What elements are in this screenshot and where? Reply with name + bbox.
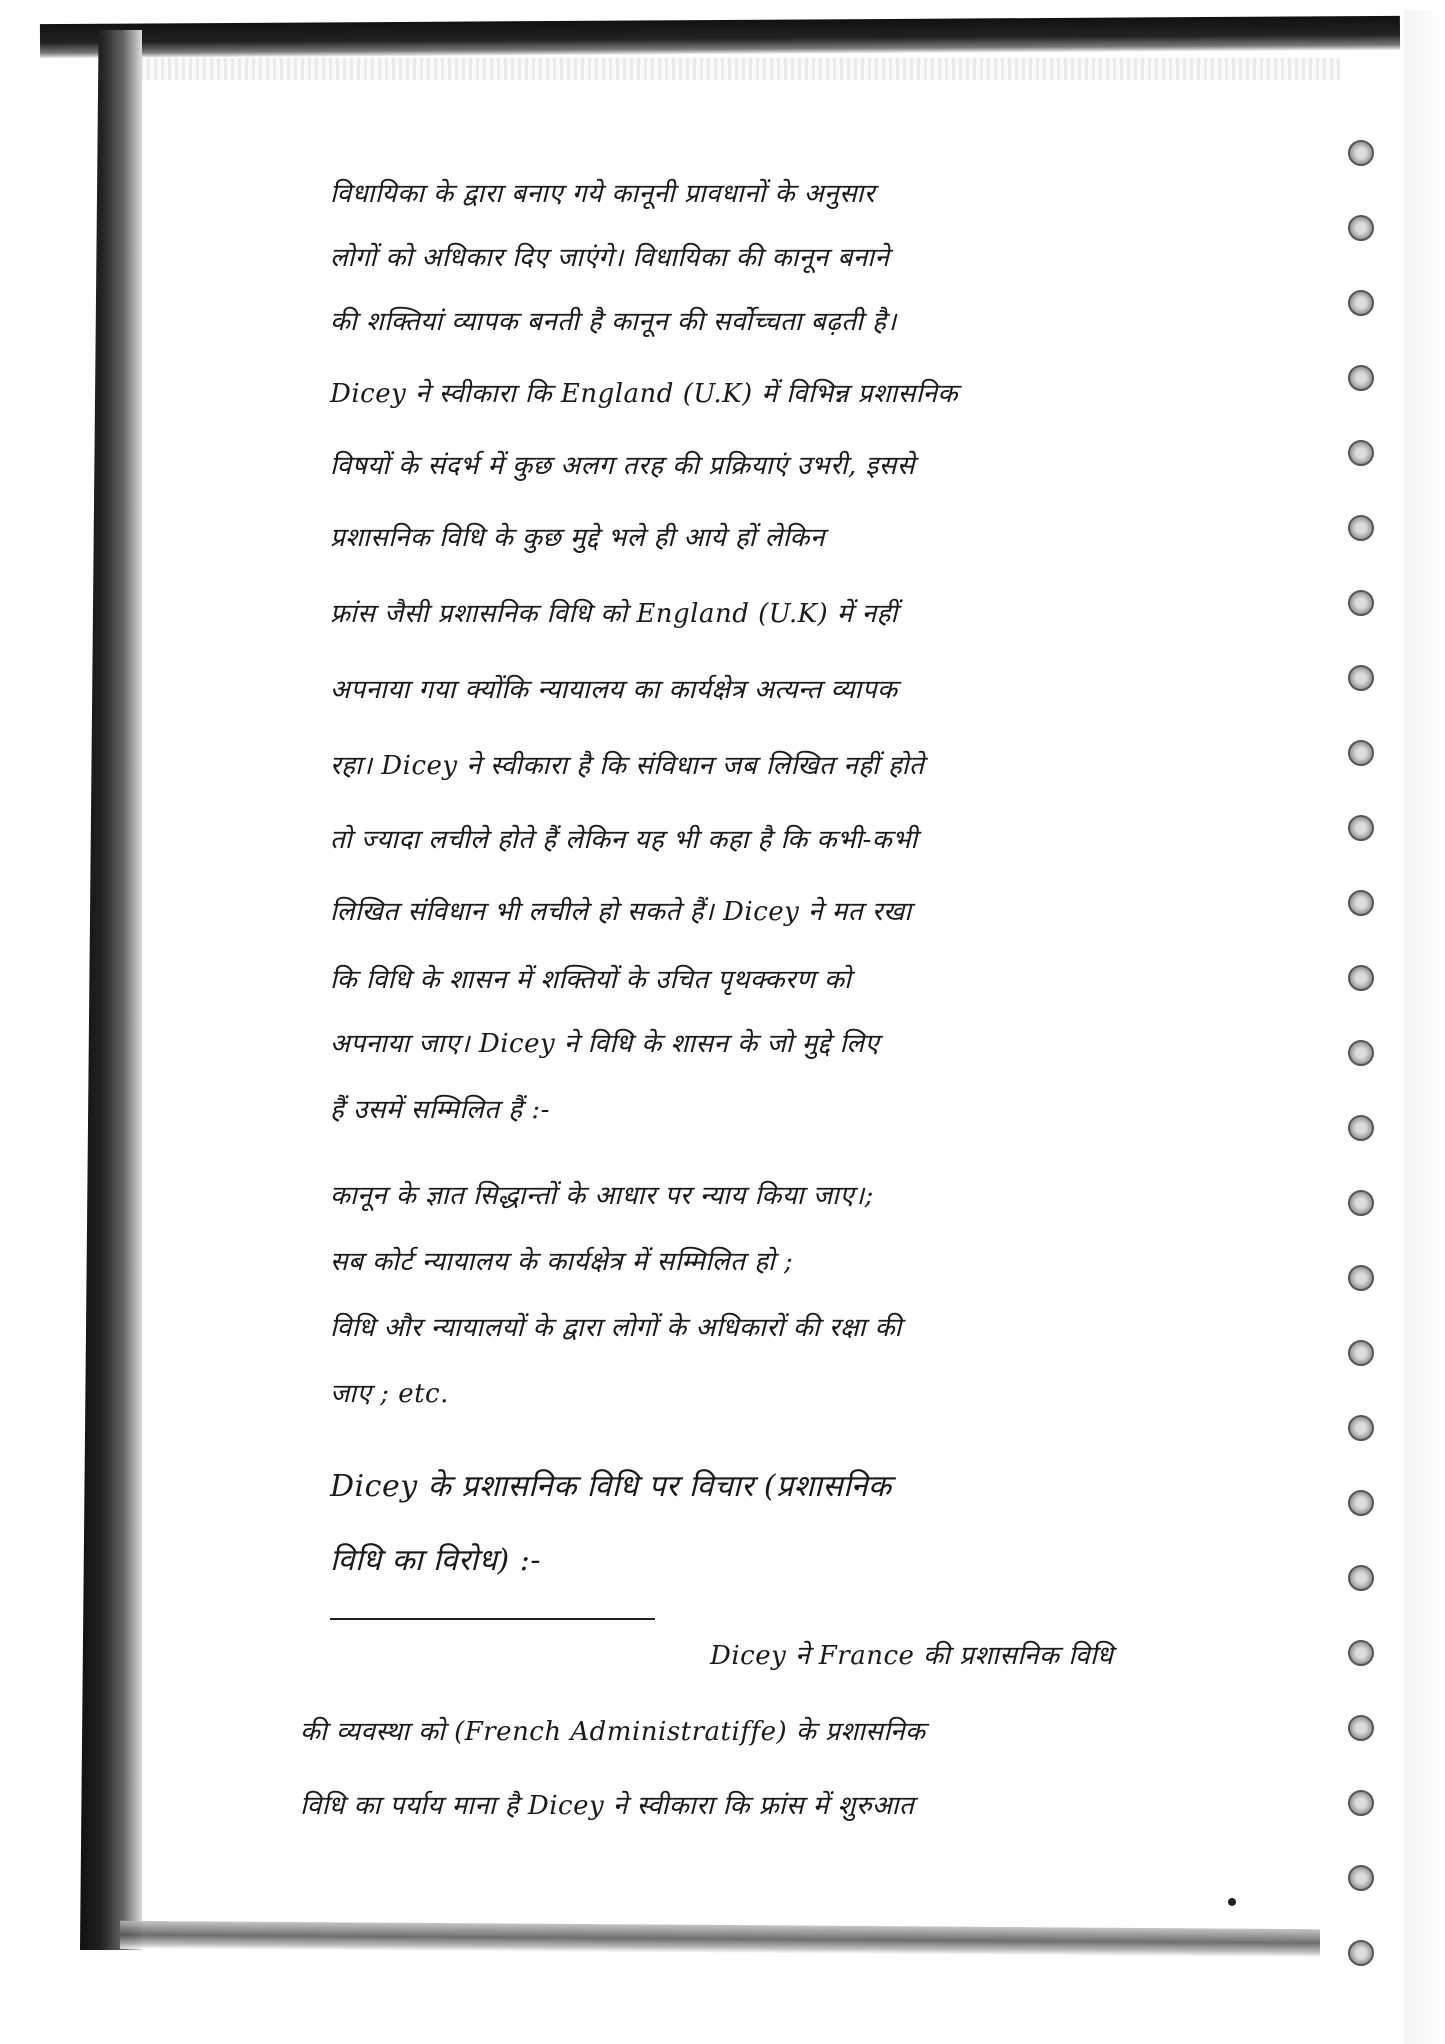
- text-line: विधायिका के द्वारा बनाए गये कानूनी प्रावधानों के अनुसार: [330, 179, 876, 209]
- binder-hole: [1348, 1040, 1374, 1066]
- binder-hole: [1348, 1790, 1374, 1816]
- text-line: कि विधि के शासन में शक्तियों के उचित पृथक्करण को: [330, 965, 852, 995]
- section-heading: Dicey के प्रशासनिक विधि पर विचार (प्रशासनिक: [330, 1469, 892, 1504]
- text-line: विधि का पर्याय माना है Dicey ने स्वीकारा कि फ्रांस में शुरुआत: [300, 1791, 915, 1821]
- binder-hole: [1348, 590, 1374, 616]
- binder-holes: [1348, 120, 1398, 2000]
- text-line: लोगों को अधिकार दिए जाएंगे। विधायिका की कानून बनाने: [330, 243, 890, 273]
- binder-hole: [1348, 440, 1374, 466]
- binder-hole: [1348, 1115, 1374, 1141]
- text-line: प्रशासनिक विधि के कुछ मुद्दे भले ही आये हों लेकिन: [330, 523, 825, 553]
- text-line: की व्यवस्था को (French Administratiffe) के प्रशासनिक: [300, 1717, 926, 1747]
- binder-hole: [1348, 1565, 1374, 1591]
- text-line: जाए ; etc.: [330, 1379, 449, 1409]
- binder-hole: [1348, 1940, 1374, 1966]
- binder-hole: [1348, 1265, 1374, 1291]
- binder-hole: [1348, 815, 1374, 841]
- binder-hole: [1348, 1415, 1374, 1441]
- text-line: विषयों के संदर्भ में कुछ अलग तरह की प्रक्रियाएं उभरी, इससे: [330, 451, 915, 481]
- binder-hole: [1348, 515, 1374, 541]
- text-line: अपनाया जाए। Dicey ने विधि के शासन के जो मुद्दे लिए: [330, 1029, 880, 1059]
- scan-left-shadow: [80, 30, 142, 1950]
- binder-hole: [1348, 890, 1374, 916]
- text-line: अपनाया गया क्योंकि न्यायालय का कार्यक्षेत्र अत्यन्त व्यापक: [330, 675, 898, 705]
- binder-hole: [1348, 1190, 1374, 1216]
- binder-hole: [1348, 1715, 1374, 1741]
- scan-right-margin: [1404, 10, 1445, 2044]
- binder-hole: [1348, 965, 1374, 991]
- binder-hole: [1348, 1640, 1374, 1666]
- text-line: की शक्तियां व्यापक बनती है कानून की सर्वोच्चता बढ़ती है।: [330, 307, 897, 337]
- text-line: रहा। Dicey ने स्वीकारा है कि संविधान जब लिखित नहीं होते: [330, 751, 925, 781]
- binder-hole: [1348, 215, 1374, 241]
- binder-hole: [1348, 1490, 1374, 1516]
- text-line: विधि और न्यायालयों के द्वारा लोगों के अधिकारों की रक्षा की: [330, 1313, 902, 1343]
- binder-hole: [1348, 290, 1374, 316]
- ink-dot: [1228, 1898, 1236, 1906]
- text-line: हैं उसमें सम्मिलित हैं :-: [330, 1095, 550, 1125]
- text-line: फ्रांस जैसी प्रशासनिक विधि को England (U.K) में नहीं: [330, 599, 898, 629]
- text-line: कानून के ज्ञात सिद्धान्तों के आधार पर न्याय किया जाए।;: [330, 1181, 874, 1211]
- heading-underline: [330, 1618, 655, 1620]
- text-line: तो ज्यादा लचीले होते हैं लेकिन यह भी कहा है कि कभी-कभी: [330, 825, 918, 855]
- binder-hole: [1348, 1340, 1374, 1366]
- text-line: Dicey ने स्वीकारा कि England (U.K) में विभिन्न प्रशासनिक: [330, 379, 958, 409]
- binder-hole: [1348, 1865, 1374, 1891]
- text-line: लिखित संविधान भी लचीले हो सकते हैं। Dicey ने मत रखा: [330, 897, 912, 927]
- binder-hole: [1348, 365, 1374, 391]
- binder-hole: [1348, 740, 1374, 766]
- scan-bottom-shadow: [120, 1921, 1320, 1957]
- scan-top-shadow: [40, 16, 1400, 58]
- binder-hole: [1348, 140, 1374, 166]
- binder-hole: [1348, 665, 1374, 691]
- scan-top-noise: [140, 58, 1340, 80]
- text-line: सब कोर्ट न्यायालय के कार्यक्षेत्र में सम्मिलित हो ;: [330, 1247, 794, 1277]
- text-line: Dicey ने France की प्रशासनिक विधि: [710, 1641, 1114, 1671]
- section-heading: विधि का विरोध) :-: [330, 1543, 541, 1578]
